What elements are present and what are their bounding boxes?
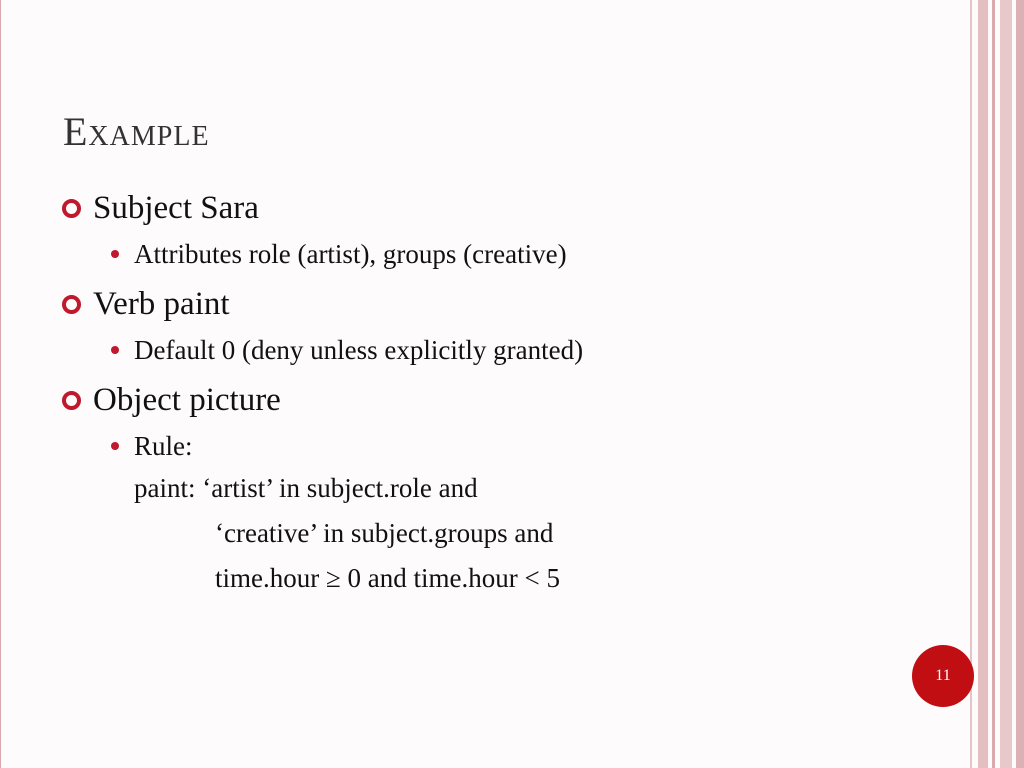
sub-bullet-attributes — [62, 234, 942, 274]
rule-line-2: ‘creative’ in subject.groups and — [134, 518, 554, 548]
ring-bullet-icon — [62, 295, 81, 314]
ring-bullet-icon — [62, 391, 81, 410]
ring-bullet-icon — [62, 199, 81, 218]
sub-bullet-text: Attributes role (artist), groups (creative) — [134, 239, 567, 269]
bullet-object — [62, 378, 942, 422]
dot-bullet-icon — [111, 250, 119, 258]
sub-bullet-rule — [62, 426, 942, 466]
right-stripe-decoration — [970, 0, 1024, 768]
slide-content — [62, 186, 942, 601]
bullet-text: Object picture — [93, 382, 281, 418]
dot-bullet-icon — [111, 346, 119, 354]
sub-bullet-text: Default 0 (deny unless explicitly granted) — [134, 335, 584, 365]
bullet-subject — [62, 186, 942, 230]
dot-bullet-icon — [111, 442, 119, 450]
sub-bullet-text: Rule: — [134, 431, 193, 461]
rule-line-1: paint: ‘artist’ in subject.role and — [134, 473, 478, 503]
page-number-badge: 11 — [912, 645, 974, 707]
rule-line-3: time.hour ≥ 0 and time.hour < 5 — [134, 563, 560, 593]
bullet-text: Verb paint — [93, 286, 230, 322]
slide-title: Example — [63, 109, 210, 154]
bullet-verb — [62, 282, 942, 326]
left-border-decoration — [0, 0, 7, 768]
sub-bullet-default — [62, 330, 942, 370]
bullet-text: Subject Sara — [93, 190, 259, 226]
